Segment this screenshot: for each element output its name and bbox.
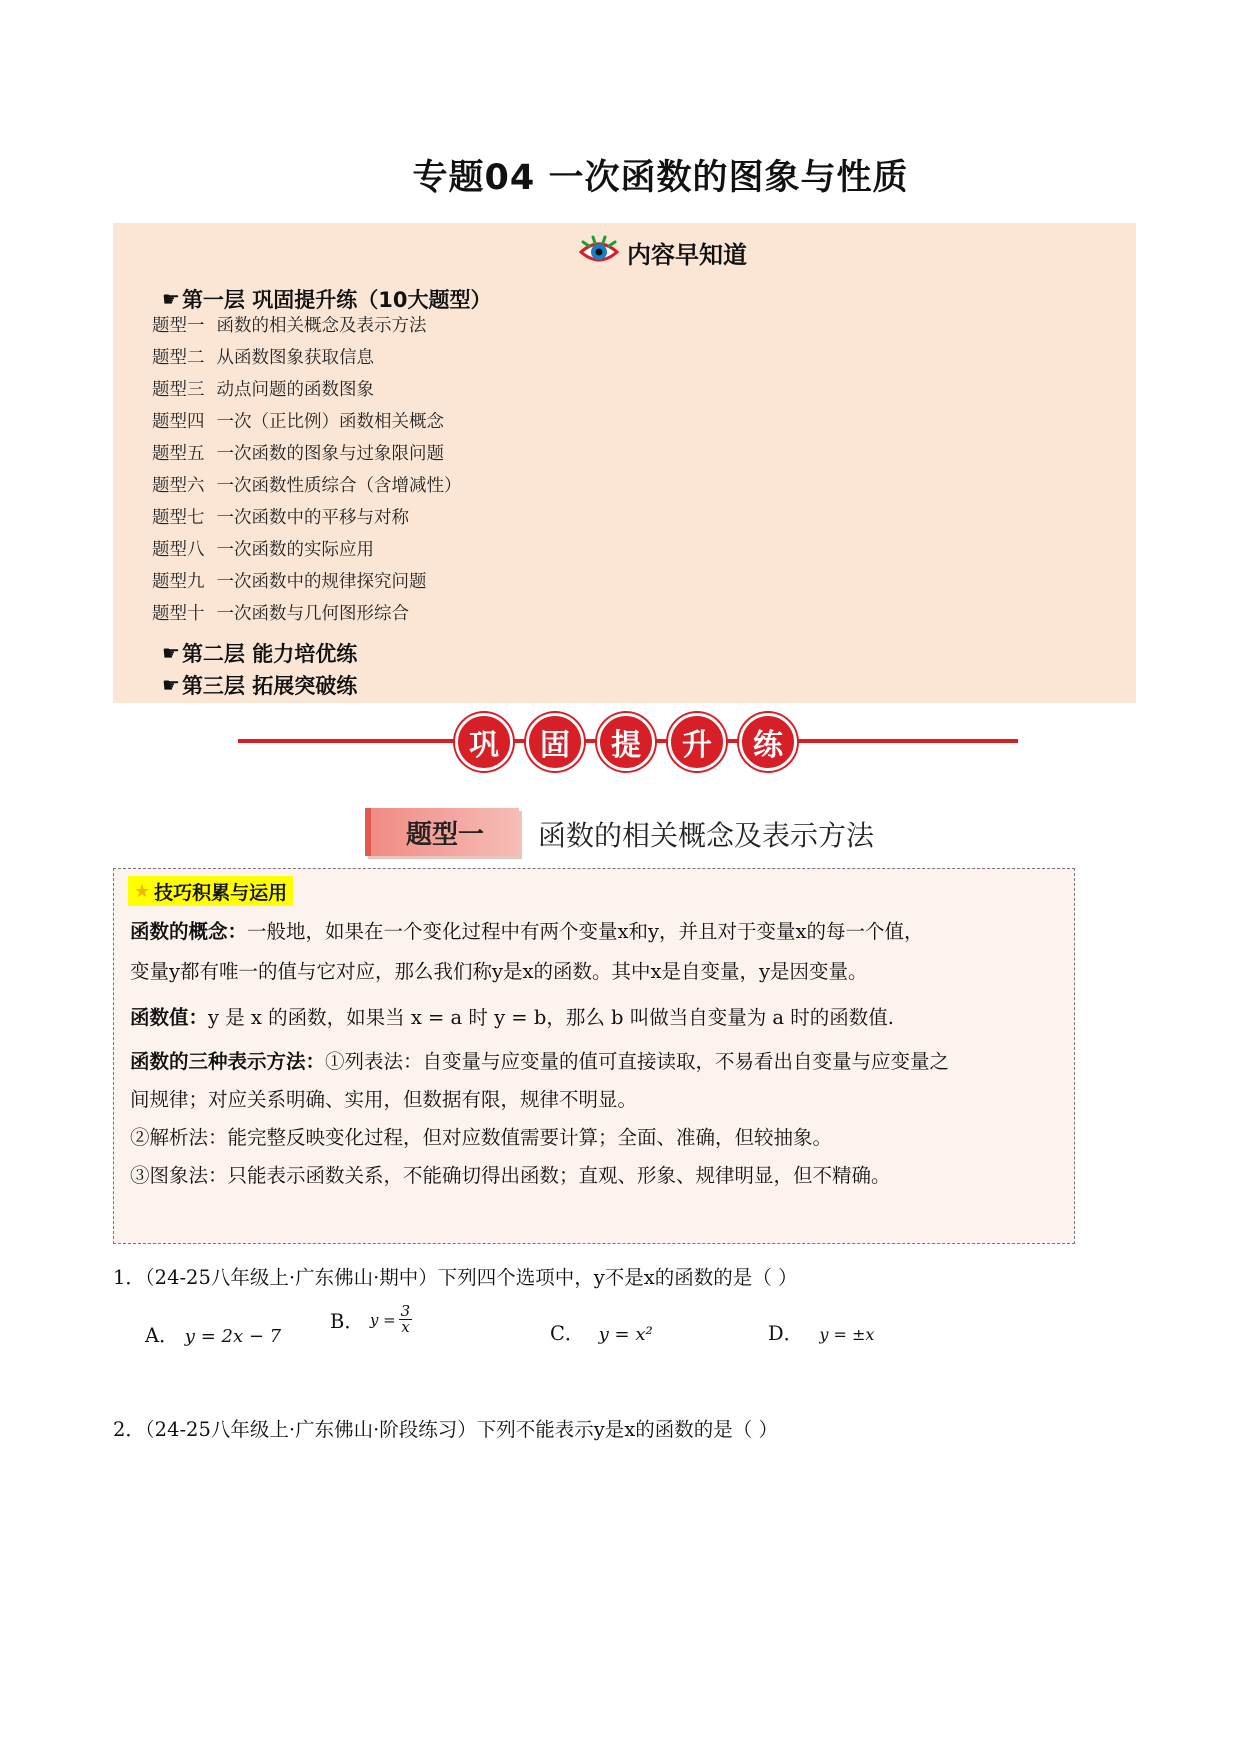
banner-char: 固	[526, 713, 584, 771]
toc-item: 题型八 一次函数的实际应用	[152, 540, 374, 560]
section-title: 函数的相关概念及表示方法	[538, 819, 875, 852]
option-c: C． y = x²	[550, 1322, 653, 1345]
toc-item: 题型五 一次函数的图象与过象限问题	[152, 444, 444, 464]
toc-item: 题型三 动点问题的函数图象	[152, 380, 374, 400]
toc-item: 题型九 一次函数中的规律探究问题	[152, 572, 427, 592]
question-1: 1．（24-25八年级上·广东佛山·期中）下列四个选项中，y不是x的函数的是（ ）	[113, 1266, 798, 1289]
toc-item: 题型六 一次函数性质综合（含增减性）	[152, 476, 462, 496]
toc-layer-2-label: 第二层 能力培优练	[181, 642, 358, 666]
toc-layer-3	[162, 670, 357, 700]
toc-layer-3-label: 第三层 拓展突破练	[181, 674, 358, 698]
tips-methods-line-4: ③图象法：只能表示函数关系，不能确切得出函数；直观、形象、规律明显，但不精确。	[130, 1164, 891, 1187]
option-b: B． y = $\frac{3}{x}$	[330, 1302, 411, 1336]
toc-header-label: 内容早知道	[627, 240, 747, 269]
tips-concept-line-2: 变量y都有唯一的值与它对应，那么我们称y是x的函数。其中x是自变量，y是因变量。	[130, 960, 868, 983]
pointing-hand-icon: ☛	[162, 287, 180, 311]
toc-layer-1	[162, 284, 491, 314]
question-2: 2．（24-25八年级上·广东佛山·阶段练习）下列不能表示y是x的函数的是（ ）	[113, 1418, 778, 1441]
banner-char: 巩	[455, 713, 513, 771]
toc-item: 题型四 一次（正比例）函数相关概念	[152, 412, 444, 432]
tips-value-line: 函数值：y 是 x 的函数，如果当 x = a 时 y = b，那么 b 叫做当自变量为 a 时的函数值.	[130, 1006, 894, 1029]
option-d: D． y = ±x	[768, 1322, 875, 1345]
toc-item: 题型七 一次函数中的平移与对称	[152, 508, 409, 528]
tips-header	[128, 876, 293, 906]
toc-item: 题型二 从函数图象获取信息	[152, 348, 374, 368]
banner-char: 提	[597, 713, 655, 771]
pointing-hand-icon: ☛	[162, 641, 180, 665]
eye-icon	[575, 234, 623, 270]
tips-methods-line-3: ②解析法：能完整反映变化过程，但对应数值需要计算；全面、准确，但较抽象。	[130, 1126, 833, 1149]
toc-item: 题型十 一次函数与几何图形综合	[152, 604, 409, 624]
tips-methods-line-1: 函数的三种表示方法：①列表法：自变量与应变量的值可直接读取，不易看出自变量与应变量之	[130, 1050, 950, 1073]
toc-layer-1-label: 第一层 巩固提升练（10大题型）	[181, 288, 492, 312]
star-icon: ★	[134, 880, 151, 902]
toc-layer-2	[162, 638, 357, 668]
pointing-hand-icon: ☛	[162, 673, 180, 697]
toc-header	[575, 230, 747, 274]
tips-header-label: 技巧积累与运用	[154, 881, 288, 904]
page-title: 专题04 一次函数的图象与性质	[412, 158, 909, 198]
tips-concept-line-1: 函数的概念：一般地，如果在一个变化过程中有两个变量x和y，并且对于变量x的每一个值，	[130, 920, 924, 943]
banner-char: 练	[739, 713, 797, 771]
banner-char: 升	[668, 713, 726, 771]
option-a: A． y = 2x − 7	[145, 1324, 282, 1347]
section-badge: 题型一	[365, 808, 519, 856]
toc-item: 题型一 函数的相关概念及表示方法	[152, 316, 427, 336]
tips-methods-line-2: 间规律；对应关系明确、实用，但数据有限，规律不明显。	[130, 1088, 638, 1111]
